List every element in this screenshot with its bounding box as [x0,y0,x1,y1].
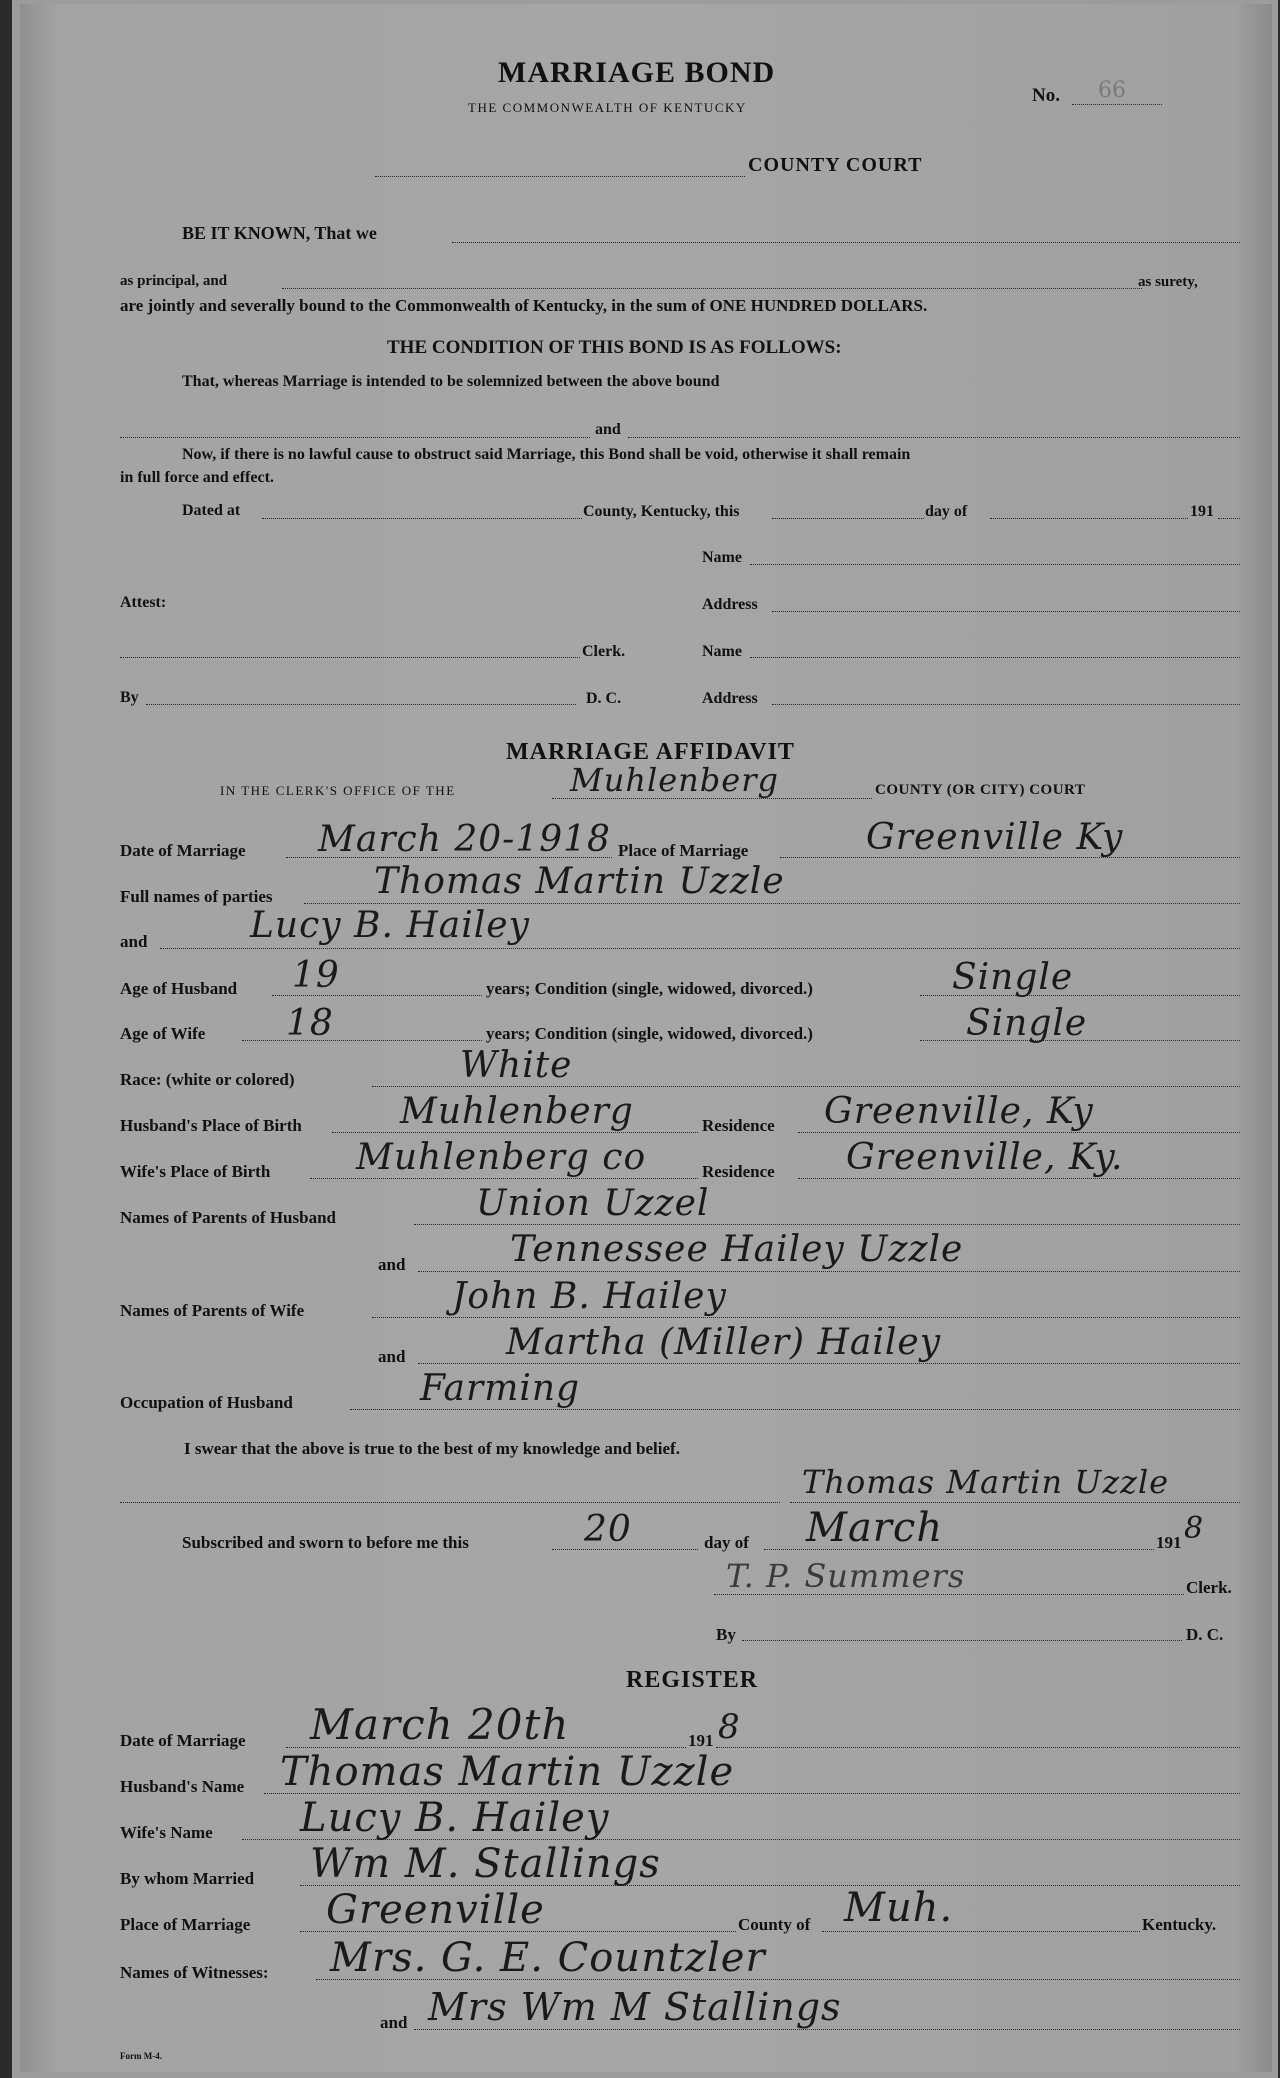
register-county-of: County of [738,1915,811,1934]
parent-h1-value: Union Uzzel [476,1183,710,1224]
be-it-known-line [452,242,1240,243]
wife-birth-value: Muhlenberg co [356,1137,647,1178]
dated-day-of: day of [925,503,968,520]
name-label-2: Name [702,643,742,660]
husband-birth-line [332,1132,698,1133]
swear-text: I swear that the above is true to the best of my knowledge and belief. [184,1439,680,1458]
county-kentucky-this: County, Kentucky, this [583,503,740,520]
parent-h1-line [414,1224,1240,1225]
affidavit-title: MARRIAGE AFFIDAVIT [506,739,795,765]
and-label-h: and [378,1255,406,1274]
age-husband-label: Age of Husband [120,979,238,998]
affiant-signature-line [790,1502,1240,1503]
parent-w1-value: John B. Hailey [452,1276,727,1317]
principal-line [282,288,1142,289]
age-wife-line [242,1040,482,1041]
subscribed-text: Subscribed and sworn to before me this [182,1533,469,1552]
husband-birth-label: Husband's Place of Birth [120,1116,302,1135]
address-line-2 [772,704,1240,705]
register-year-line [716,1747,1240,1748]
party-line-1 [120,437,590,438]
date-of-marriage-label: Date of Marriage [120,841,246,860]
register-by-whom-label: By whom Married [120,1869,255,1888]
dated-at-label: Dated at [182,502,241,519]
register-husband-value: Thomas Martin Uzzle [280,1749,735,1795]
dated-year-line [1218,518,1240,519]
wife-birth-line [310,1178,698,1179]
attest-line [120,657,580,658]
name-line-2 [750,657,1240,658]
husband-residence-value: Greenville, Ky [824,1091,1094,1132]
register-title: REGISTER [626,1667,759,1693]
race-line [372,1086,1240,1087]
date-of-marriage-value: March 20-1918 [318,819,611,860]
wife-residence-value: Greenville, Ky. [846,1137,1124,1178]
register-date-label: Date of Marriage [120,1731,246,1750]
age-wife-value: 18 [286,1003,334,1044]
dated-at-line [262,518,582,519]
parent-h2-value: Tennessee Hailey Uzzle [510,1229,964,1270]
condition-text-wife: years; Condition (single, widowed, divorced.) [486,1024,813,1043]
register-witnesses-label: Names of Witnesses: [120,1963,269,1982]
county-court-line [375,176,745,177]
register-witness2-value: Mrs Wm M Stallings [428,1985,842,2029]
address-label-1: Address [702,596,758,613]
marriage-bond-form [20,4,1272,2072]
address-label-2: Address [702,690,758,707]
party2-line [160,948,1240,949]
husband-birth-value: Muhlenberg [400,1091,634,1132]
condition-wife-value: Single [966,1003,1088,1044]
dated-month-line [990,518,1188,519]
and-label-w: and [378,1347,406,1366]
dc-label-1: D. C. [586,690,622,707]
sworn-day-of: day of [704,1533,749,1552]
whereas-text: That, whereas Marriage is intended to be solemnized between the above bound [182,373,720,390]
court-suffix-label: COUNTY (OR CITY) COURT [875,782,1086,798]
form-number: Form M-4. [120,2051,162,2061]
county-court-label: COUNTY COURT [748,154,923,176]
register-place-value: Greenville [326,1887,545,1933]
bond-subtitle: THE COMMONWEALTH OF KENTUCKY [468,100,747,115]
and-label-1: and [120,932,148,951]
affiant-signature: Thomas Martin Uzzle [802,1463,1170,1501]
parent-h2-line [418,1271,1240,1272]
by-line-1 [146,704,576,705]
jointly-bound-text: are jointly and severally bound to the Commonwealth of Kentucky, in the sum of ONE HUNDRED DOLLARS. [120,296,928,315]
wife-residence-line [798,1178,1240,1179]
party2-value: Lucy B. Hailey [250,905,530,946]
condition-text-husband: years; Condition (single, widowed, divorced.) [486,979,813,998]
husband-residence-label: Residence [702,1116,775,1135]
place-of-marriage-value: Greenville Ky [866,817,1124,858]
bond-no-line [1072,104,1162,105]
by-label-1: By [120,689,139,706]
register-kentucky: Kentucky. [1142,1915,1217,1934]
as-surety-text: as surety, [1138,274,1198,290]
sworn-day-value: 20 [584,1509,632,1550]
parents-wife-label: Names of Parents of Wife [120,1301,305,1320]
clerk-label-1: Clerk. [582,643,626,660]
party1-value: Thomas Martin Uzzle [374,861,785,902]
husband-residence-line [798,1132,1240,1133]
dated-day-line [772,518,924,519]
whereas-and: and [595,421,621,438]
now-text-2: in full force and effect. [120,469,274,486]
register-county-line [822,1931,1140,1932]
document-scan [12,0,1278,2078]
attest-label: Attest: [120,594,167,611]
parent-w2-value: Martha (Miller) Hailey [506,1322,942,1363]
party-line-2 [628,437,1240,438]
address-line-1 [772,611,1240,612]
parents-husband-label: Names of Parents of Husband [120,1208,336,1227]
place-of-marriage-label: Place of Marriage [618,841,749,860]
age-wife-label: Age of Wife [120,1024,206,1043]
sworn-month-value: March [806,1505,944,1551]
clerk-office-label: IN THE CLERK'S OFFICE OF THE [220,783,456,798]
by-label-2: By [716,1625,736,1644]
now-text-1: Now, if there is no lawful cause to obstruct said Marriage, this Bond shall be void, otherwise it shall remain [182,446,911,463]
name-line-1 [750,564,1240,565]
condition-heading: THE CONDITION OF THIS BOND IS AS FOLLOWS: [387,337,842,358]
full-names-line [304,903,1240,904]
register-year-suffix: 8 [718,1707,741,1747]
clerk-label-2: Clerk. [1186,1578,1232,1597]
register-wife-value: Lucy B. Hailey [300,1795,610,1841]
parent-w1-line [372,1317,1240,1318]
be-it-known-text: BE IT KNOWN, That we [182,223,377,243]
register-county-value: Muh. [844,1885,954,1931]
age-husband-value: 19 [292,955,340,996]
full-names-label: Full names of parties [120,887,273,906]
register-place-label: Place of Marriage [120,1915,251,1934]
occupation-line [350,1409,1240,1410]
clerk-signature: T. P. Summers [726,1557,966,1595]
wife-birth-label: Wife's Place of Birth [120,1162,271,1181]
register-year-prefix: 191 [688,1731,714,1750]
sworn-year-suffix: 8 [1184,1511,1205,1546]
register-witness1-value: Mrs. G. E. Countzler [330,1935,766,1981]
register-wife-label: Wife's Name [120,1823,213,1842]
condition-husband-value: Single [952,957,1074,998]
county-name-value: Muhlenberg [570,761,779,799]
sworn-year-prefix: 191 [1156,1533,1182,1552]
register-by-whom-value: Wm M. Stallings [310,1841,661,1887]
by-line-2 [742,1640,1182,1641]
register-husband-label: Husband's Name [120,1777,245,1796]
name-label-1: Name [702,549,742,566]
bond-title: MARRIAGE BOND [498,56,776,89]
bond-no-value: 66 [1098,78,1126,103]
as-principal-text: as principal, and [120,273,228,289]
bond-no-label: No. [1032,85,1060,106]
occupation-value: Farming [420,1368,581,1409]
register-date-value: March 20th [310,1700,570,1749]
occupation-label: Occupation of Husband [120,1393,293,1412]
dc-label-2: D. C. [1186,1625,1224,1644]
dated-year-prefix: 191 [1190,503,1214,520]
race-value: White [460,1045,573,1086]
wife-residence-label: Residence [702,1162,775,1181]
affiant-left-line [120,1502,780,1503]
register-witness2-line [414,2029,1240,2030]
register-and-label: and [380,2013,408,2032]
parent-w2-line [418,1363,1240,1364]
race-label: Race: (white or colored) [120,1070,295,1089]
